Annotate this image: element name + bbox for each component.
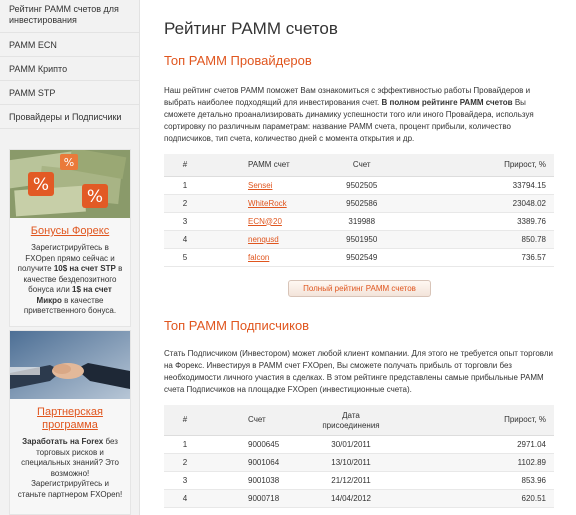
row-growth: 850.78 bbox=[407, 230, 554, 248]
sidebar bbox=[0, 0, 140, 515]
row-growth: 33794.15 bbox=[407, 176, 554, 194]
row-account: 319988 bbox=[316, 212, 407, 230]
page-title: Рейтинг РАММ счетов bbox=[164, 19, 338, 38]
row-name-cell bbox=[206, 176, 316, 194]
sidebar-menu bbox=[0, 0, 139, 129]
row-number: 4 bbox=[164, 230, 206, 248]
bonus-promo-title[interactable]: Бонусы Форекс bbox=[30, 225, 110, 237]
sidebar-item-pamm-rating[interactable]: Рейтинг РАММ счетов для инвестирования bbox=[0, 0, 139, 33]
col-growth[interactable]: Прирост, % bbox=[407, 154, 554, 176]
col-pamm-account[interactable]: РАММ счет bbox=[206, 154, 316, 176]
row-name-cell bbox=[206, 212, 316, 230]
table-row bbox=[164, 248, 554, 266]
providers-section-title: Топ РАММ Провайдеров bbox=[164, 53, 312, 68]
col-number[interactable]: # bbox=[164, 154, 206, 176]
row-growth: 3389.76 bbox=[407, 212, 554, 230]
row-number: 2 bbox=[164, 453, 206, 471]
money-percent-image[interactable] bbox=[10, 150, 130, 218]
svg-text:%: % bbox=[63, 156, 75, 169]
row-number: 1 bbox=[164, 176, 206, 194]
row-account: 9000645 bbox=[206, 435, 316, 453]
row-account: 9001064 bbox=[206, 453, 316, 471]
row-account: 9000718 bbox=[206, 489, 316, 507]
svg-text:%: % bbox=[32, 175, 50, 195]
bonus-text-2: в качестве бездепозитного бонуса или bbox=[23, 264, 123, 294]
pamm-link[interactable]: WhiteRock bbox=[248, 198, 287, 208]
row-account: 9501950 bbox=[316, 230, 407, 248]
col-join-date[interactable]: Дата присоединения bbox=[316, 405, 386, 435]
full-rating-button[interactable]: Полный рейтинг РАММ счетов bbox=[288, 280, 431, 297]
row-number: 4 bbox=[164, 489, 206, 507]
table-row bbox=[164, 471, 554, 489]
sidebar-item-pamm-stp[interactable]: РАММ STP bbox=[0, 81, 139, 105]
col-account[interactable]: Счет bbox=[206, 405, 316, 435]
row-account: 9502549 bbox=[316, 248, 407, 266]
row-number: 1 bbox=[164, 435, 206, 453]
table-row bbox=[164, 489, 554, 507]
row-number: 3 bbox=[164, 212, 206, 230]
providers-table bbox=[164, 154, 554, 267]
row-account: 9001038 bbox=[206, 471, 316, 489]
subscribers-table bbox=[164, 405, 554, 508]
row-growth: 23048.02 bbox=[407, 194, 554, 212]
providers-desc-bold: В полном рейтинге РАММ счетов bbox=[381, 98, 513, 107]
row-name-cell bbox=[206, 194, 316, 212]
table-row bbox=[164, 194, 554, 212]
row-growth: 620.51 bbox=[386, 489, 554, 507]
bonus-text-bold-2: 1$ на счет Микро bbox=[36, 285, 112, 305]
row-account: 9502505 bbox=[316, 176, 407, 194]
pamm-link[interactable]: falcon bbox=[248, 252, 270, 262]
row-growth: 2971.04 bbox=[386, 435, 554, 453]
handshake-image[interactable] bbox=[10, 331, 130, 399]
col-number[interactable]: # bbox=[164, 405, 206, 435]
partner-promo bbox=[9, 330, 131, 515]
table-row bbox=[164, 212, 554, 230]
bonus-promo bbox=[9, 149, 131, 327]
sidebar-item-pamm-ecn[interactable]: РАММ ECN bbox=[0, 33, 139, 57]
row-growth: 853.96 bbox=[386, 471, 554, 489]
row-number: 2 bbox=[164, 194, 206, 212]
subscribers-table-header bbox=[164, 405, 554, 435]
svg-text:%: % bbox=[86, 187, 104, 207]
row-date: 30/01/2011 bbox=[316, 435, 386, 453]
sidebar-item-pamm-crypto[interactable]: РАММ Крипто bbox=[0, 57, 139, 81]
row-number: 3 bbox=[164, 471, 206, 489]
col-account[interactable]: Счет bbox=[316, 154, 407, 176]
subscribers-section-title: Топ РАММ Подписчиков bbox=[164, 318, 310, 333]
partner-text-1: без торговых рисков и специальных знаний? Это возможно! Зарегистрируйтесь и станьте партнером FXOpen! bbox=[17, 437, 123, 499]
row-growth: 1102.89 bbox=[386, 453, 554, 471]
table-row bbox=[164, 176, 554, 194]
bonus-text-3: в качестве приветственного бонуса. bbox=[23, 295, 117, 315]
bonus-promo-text bbox=[10, 238, 130, 317]
providers-description bbox=[164, 85, 554, 145]
col-growth[interactable]: Прирост, % bbox=[386, 405, 554, 435]
providers-table-header bbox=[164, 154, 554, 176]
table-row bbox=[164, 435, 554, 453]
row-growth: 736.57 bbox=[407, 248, 554, 266]
pamm-link[interactable]: Sensei bbox=[248, 180, 273, 190]
sidebar-item-providers-subscribers[interactable]: Провайдеры и Подписчики bbox=[0, 105, 139, 129]
subscribers-description: Стать Подписчиком (Инвестором) может любой клиент компании. Для этого не требуется опыт торговли на Форекс. Инвестируя в РАММ счет FXOpen, Вы сможете получать прибыль от торговли без необходимости личного участия в сделках. В этом рейтинге представлены самые прибыльные РАММ счета Подписчиков на площадке FXOpen (инвестиционные счета). bbox=[164, 349, 553, 394]
partner-promo-text bbox=[10, 432, 130, 500]
pamm-link[interactable]: nenqusd bbox=[248, 234, 279, 244]
row-date: 14/04/2012 bbox=[316, 489, 386, 507]
pamm-link[interactable]: ECN@20 bbox=[248, 216, 282, 226]
row-date: 21/12/2011 bbox=[316, 471, 386, 489]
providers-desc-2: Вы сможете детально проанализировать динамику успешности того или иного Провайдера, используя сортировку по различным параметрам: название РАММ счета, процент прибыли, количество подписчиков, тип счета, количество дней с момента открытия и др. bbox=[164, 98, 534, 143]
row-name-cell bbox=[206, 230, 316, 248]
partner-promo-title[interactable]: Партнерская программа bbox=[37, 406, 103, 431]
row-number: 5 bbox=[164, 248, 206, 266]
bonus-text-1: Зарегистрируйтесь в FXOpen прямо сейчас и получите bbox=[17, 243, 115, 273]
row-name-cell bbox=[206, 248, 316, 266]
partner-text-bold: Заработать на Forex bbox=[22, 437, 104, 446]
table-row bbox=[164, 453, 554, 471]
table-row bbox=[164, 230, 554, 248]
providers-desc-1: Наш рейтинг счетов РАММ поможет Вам ознакомиться с эффективностью работы Провайдеров и выбрать наиболее подходящий для инвестирования счет. bbox=[164, 86, 531, 107]
bonus-text-bold-1: 10$ на счет STP bbox=[53, 264, 116, 273]
row-account: 9502586 bbox=[316, 194, 407, 212]
row-date: 13/10/2011 bbox=[316, 453, 386, 471]
